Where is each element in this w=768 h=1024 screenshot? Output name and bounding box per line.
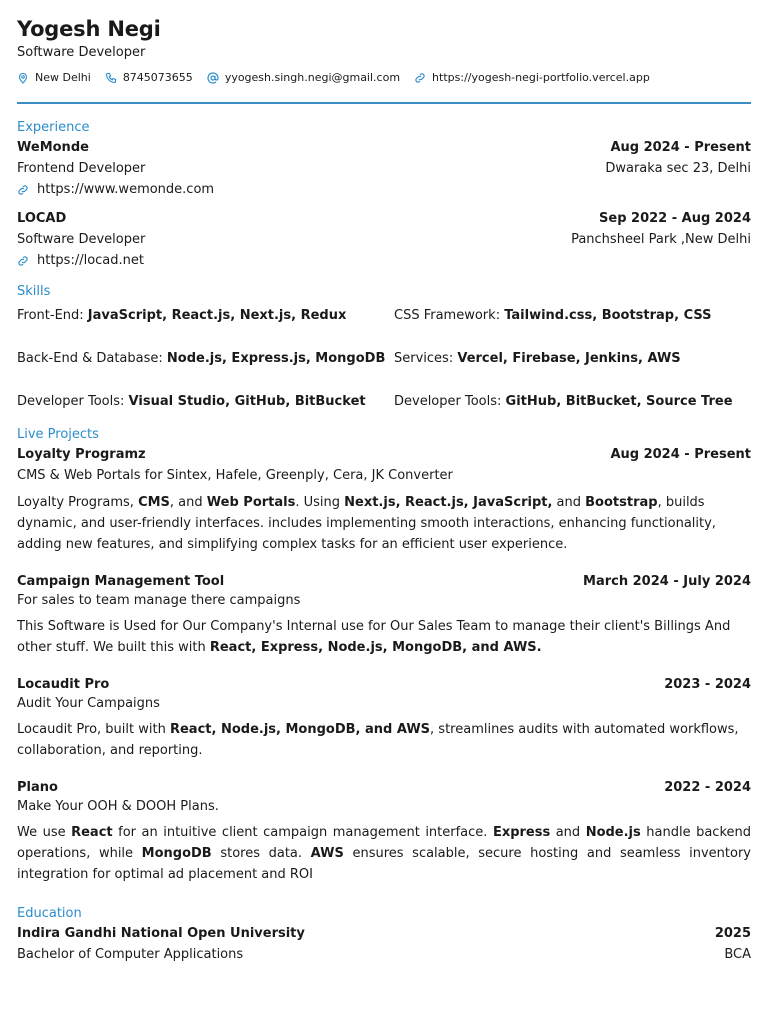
email-text: yyogesh.singh.negi@gmail.com <box>224 71 401 84</box>
description-text: Loyalty Programs, <box>17 495 139 510</box>
header-divider <box>17 102 751 104</box>
description-text: This Software is Used for Our Company's Internal use for Our Sales Team to manage their client's Billings And other stuff. We built this with <box>17 619 731 655</box>
highlight-term: Next.js, React.js, JavaScript, <box>344 495 553 510</box>
skill-label: Developer Tools <box>17 394 121 409</box>
highlight-term: React, Express, Node.js, MongoDB, and AWS. <box>209 640 542 655</box>
contact-website[interactable] <box>414 70 650 86</box>
project-name: Plano <box>17 780 58 795</box>
skill-sep: : <box>158 351 167 366</box>
skill-label: CSS Framework <box>394 308 496 323</box>
skill-item <box>17 305 394 327</box>
skill-item <box>17 348 394 370</box>
skill-sep: : <box>120 394 129 409</box>
description-text: , and <box>169 495 207 510</box>
contact-bar <box>17 70 751 86</box>
skills-heading: Skills <box>17 284 51 299</box>
contact-location <box>17 70 91 86</box>
project-subtitle: For sales to team manage there campaigns <box>17 593 301 608</box>
website-text: https://yogesh-negi-portfolio.vercel.app <box>432 71 650 84</box>
project-subtitle: Audit Your Campaigns <box>17 696 160 711</box>
project-name: Campaign Management Tool <box>17 574 225 589</box>
skill-value: Node.js, Express.js, MongoDB <box>166 351 386 366</box>
project-item <box>17 444 751 555</box>
company-name: WeMonde <box>17 140 89 155</box>
skill-sep: : <box>495 308 505 323</box>
link-icon <box>17 184 29 196</box>
project-dates: Aug 2024 - Present <box>610 447 751 462</box>
skill-label: Developer Tools <box>394 394 498 409</box>
description-text: , streamlines audits with automated workflows, collaboration, and reporting. <box>17 722 739 758</box>
project-item <box>17 777 751 885</box>
skill-value: GitHub, BitBucket, Source Tree <box>505 394 733 409</box>
skill-sep: : <box>79 308 88 323</box>
company-url: https://www.wemonde.com <box>37 182 215 197</box>
skill-value: Tailwind.css, Bootstrap, CSS <box>504 308 712 323</box>
school-name: Indira Gandhi National Open University <box>17 926 305 941</box>
highlight-term: React <box>71 825 113 840</box>
project-subtitle: CMS & Web Portals for Sintex, Hafele, Greenply, Cera, JK Converter <box>17 468 453 483</box>
description-text: and <box>550 825 586 840</box>
skill-sep: : <box>448 351 458 366</box>
project-description <box>17 492 751 555</box>
education-item <box>17 923 751 965</box>
description-text: stores data. <box>211 846 311 861</box>
degree-abbr: BCA <box>724 947 751 962</box>
job-role: Software Developer <box>17 232 146 247</box>
description-text: and <box>552 495 586 510</box>
highlight-term: Node.js <box>585 825 641 840</box>
company-name: LOCAD <box>17 211 67 226</box>
skill-label: Services <box>394 351 449 366</box>
description-text: for an intuitive client campaign management interface. <box>112 825 493 840</box>
degree-name: Bachelor of Computer Applications <box>17 947 244 962</box>
company-link[interactable] <box>17 250 751 271</box>
highlight-term: AWS <box>310 846 344 861</box>
project-name: Loyalty Programz <box>17 447 146 462</box>
description-text: ensures scalable, secure hosting and seamless inventory integration for optimal ad placement and ROI <box>17 846 751 882</box>
skill-item <box>17 391 394 413</box>
highlight-term: React, Node.js, MongoDB, and AWS <box>169 722 431 737</box>
project-subtitle: Make Your OOH & DOOH Plans. <box>17 799 219 814</box>
project-name: Locaudit Pro <box>17 677 110 692</box>
skill-value: JavaScript, React.js, Next.js, Redux <box>87 308 347 323</box>
highlight-term: Express <box>492 825 551 840</box>
at-sign-icon <box>207 72 219 84</box>
description-text: We use <box>17 825 72 840</box>
description-text: handle backend operations, while <box>17 825 751 861</box>
project-description <box>17 719 751 761</box>
graduation-year: 2025 <box>714 926 751 941</box>
employment-dates: Sep 2022 - Aug 2024 <box>599 211 751 226</box>
highlight-term: CMS <box>138 495 170 510</box>
link-icon <box>17 255 29 267</box>
projects-heading: Live Projects <box>17 427 99 442</box>
project-item <box>17 571 751 658</box>
education-heading: Education <box>17 906 82 921</box>
candidate-title: Software Developer <box>17 45 146 60</box>
highlight-term: Bootstrap <box>585 495 658 510</box>
experience-item <box>17 137 751 200</box>
skill-item <box>394 305 751 327</box>
phone-text: 8745073655 <box>122 71 193 84</box>
project-description <box>17 616 751 658</box>
skill-value: Visual Studio, GitHub, BitBucket <box>128 394 366 409</box>
description-text: . Using <box>295 495 345 510</box>
contact-phone[interactable] <box>105 70 193 86</box>
company-link[interactable] <box>17 179 751 200</box>
job-location: Panchsheel Park ,New Delhi <box>571 232 751 247</box>
skill-label: Back-End & Database <box>17 351 159 366</box>
experience-heading: Experience <box>17 120 90 135</box>
phone-icon <box>105 72 117 84</box>
job-role: Frontend Developer <box>17 161 146 176</box>
description-text: Locaudit Pro, built with <box>17 722 170 737</box>
skill-value: Vercel, Firebase, Jenkins, AWS <box>457 351 681 366</box>
project-item <box>17 674 751 761</box>
company-url: https://locad.net <box>37 253 144 268</box>
job-location: Dwaraka sec 23, Delhi <box>605 161 751 176</box>
contact-email[interactable] <box>207 70 400 86</box>
project-dates: 2022 - 2024 <box>664 780 751 795</box>
resume-page <box>17 14 751 965</box>
candidate-name: Yogesh Negi <box>17 17 161 41</box>
skill-item <box>394 391 751 413</box>
skill-item <box>394 348 751 370</box>
location-text: New Delhi <box>35 71 91 84</box>
employment-dates: Aug 2024 - Present <box>610 140 751 155</box>
map-pin-icon <box>17 72 29 84</box>
project-dates: March 2024 - July 2024 <box>583 574 751 589</box>
experience-item <box>17 208 751 271</box>
skill-label: Front-End <box>17 308 80 323</box>
project-description <box>17 822 751 885</box>
skill-sep: : <box>497 394 506 409</box>
highlight-term: Web Portals <box>206 495 296 510</box>
skills-grid <box>17 305 751 413</box>
description-text: , builds dynamic, and user-friendly interfaces. includes implementing smooth interactions, enhancing functionality, adding new features, and simplifying complex tasks for an efficient user experience. <box>17 495 716 552</box>
project-dates: 2023 - 2024 <box>664 677 751 692</box>
link-icon <box>414 72 426 84</box>
highlight-term: MongoDB <box>141 846 212 861</box>
